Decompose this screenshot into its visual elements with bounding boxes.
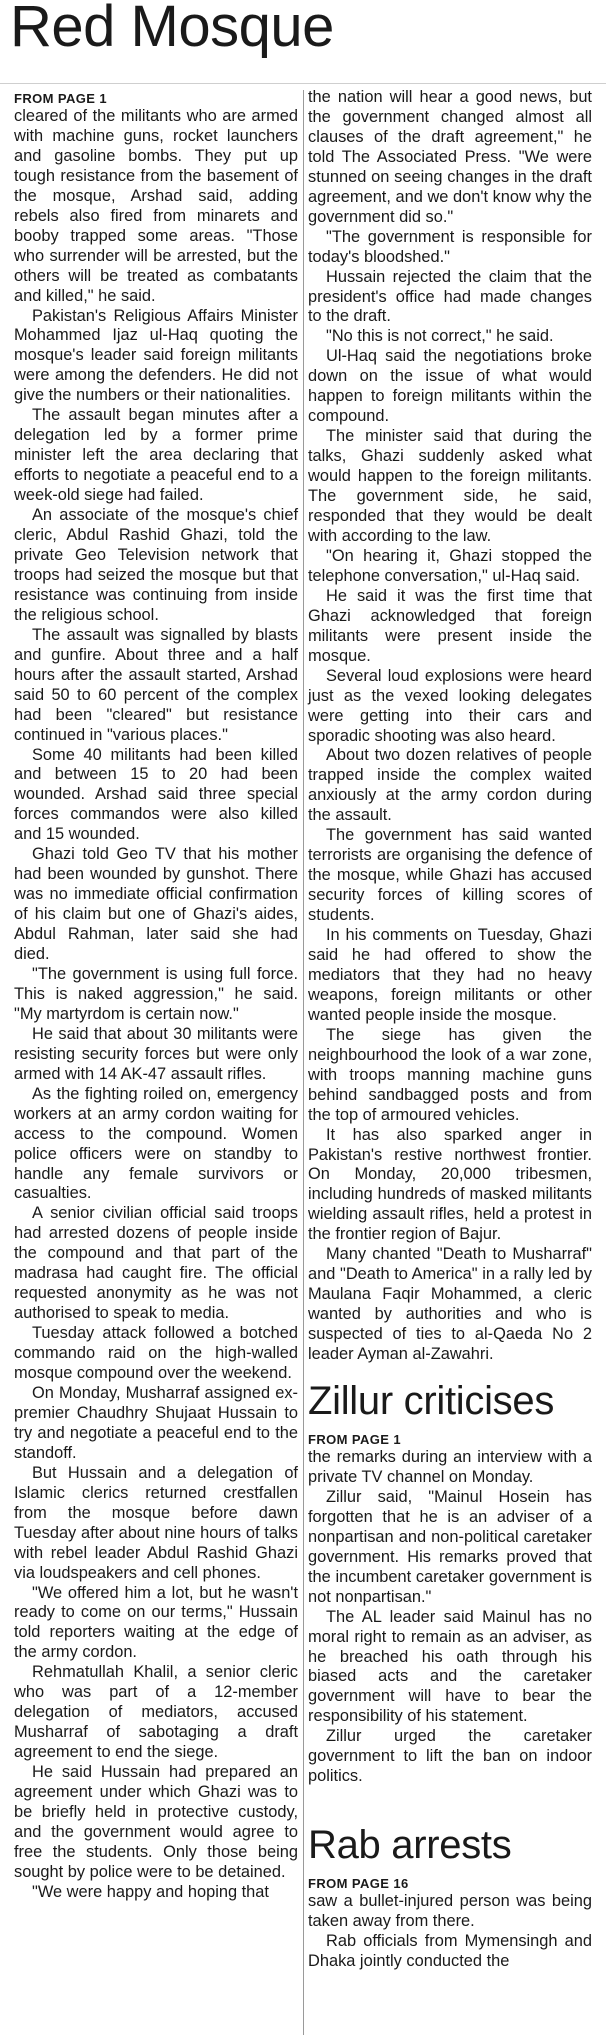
- main-story-right-body: [308, 88, 592, 1365]
- paragraph: "We were happy and hoping that: [32, 1882, 269, 1901]
- left-column: [14, 90, 298, 1903]
- column-divider: [303, 90, 304, 2035]
- paragraph: Tuesday attack followed a botched commando raid on the high-walled mosque compound over the weekend.: [14, 1324, 298, 1383]
- paragraph: About two dozen relatives of people trapped inside the complex waited anxiously at the army cordon during the assault.: [308, 746, 592, 825]
- paragraph: As the fighting roiled on, emergency workers at an army cordon waiting for access to the compound. Women police officers were on standby to handle any female survivors or casualties.: [14, 1084, 298, 1203]
- zillur-story-body: [308, 1448, 592, 1787]
- paragraph: Several loud explosions were heard just as the vexed looking delegates were getting into their cars and sporadic shooting was also heard.: [308, 666, 592, 745]
- main-story-left-body: [14, 107, 298, 1903]
- right-column: [308, 88, 592, 1972]
- paragraph: Pakistan's Religious Affairs Minister Mohammed Ijaz ul-Haq quoting the mosque's leader said foreign militants were among the defenders. He did not give the numbers or their nationalities.: [14, 306, 298, 405]
- paragraph: Many chanted "Death to Musharraf" and "Death to America" in a rally led by Maulana Faqir Mohammed, a cleric wanted by authorities and who is suspected of ties to al-Qaeda No 2 leader Ayman al-Zawahri.: [308, 1245, 592, 1364]
- paragraph: Zillur said, "Mainul Hosein has forgotten that he is an adviser of a nonpartisan and non-political caretaker government. His remarks proved that the incumbent caretaker government is not nonpartisan.": [308, 1487, 592, 1606]
- paragraph: Ghazi told Geo TV that his mother had been wounded by gunshot. There was no immediate official confirmation of his claim but one of Ghazi's aides, Abdul Rahman, later said she had died.: [14, 845, 298, 964]
- main-headline: Red Mosque: [10, 0, 334, 59]
- paragraph: The assault was signalled by blasts and gunfire. About three and a half hours after the assault started, Arshad said 50 to 60 percent of the complex had been "cleared" but resistance continued in "various places.": [14, 625, 298, 744]
- paragraph: The minister said that during the talks, Ghazi suddenly asked what would happen to the foreign militants. The government side, he said, responded that they would be dealt with according to the law.: [308, 427, 592, 545]
- paragraph: "We offered him a lot, but he wasn't ready to come on our terms," Hussain told reporters waiting at the edge of the army cordon.: [14, 1583, 298, 1662]
- header-rule: [0, 83, 606, 84]
- paragraph: The assault began minutes after a delegation led by a former prime minister left the area declaring that efforts to negotiate a peaceful end to a week-old siege had failed.: [14, 406, 298, 505]
- paragraph: Some 40 militants had been killed and between 15 to 20 had been wounded. Arshad said three special forces commandos were also killed and 15 wounded.: [14, 745, 298, 844]
- paragraph: He said it was the first time that Ghazi acknowledged that foreign militants were present inside the mosque.: [308, 586, 592, 665]
- paragraph: He said Hussain had prepared an agreement under which Ghazi was to be briefly held in protective custody, and the government would agree to free the students. Only those being sought by police were to be detained.: [14, 1763, 298, 1881]
- paragraph: It has also sparked anger in Pakistan's restive northwest frontier. On Monday, 20,000 tribesmen, including hundreds of masked militants wielding assault rifles, held a protest in the frontier region of Bajur.: [308, 1125, 592, 1244]
- paragraph: He said that about 30 militants were resisting security forces but were only armed with 14 AK-47 assault rifles.: [14, 1024, 298, 1083]
- paragraph: the remarks during an interview with a private TV channel on Monday.: [308, 1448, 592, 1486]
- paragraph: A senior civilian official said troops had arrested dozens of people inside the compound and that part of the madrasa had caught fire. The official requested anonymity as he was not authorised to speak to media.: [14, 1204, 298, 1323]
- paragraph: But Hussain and a delegation of Islamic clerics returned crestfallen from the mosque before dawn Tuesday after about nine hours of talks with rebel leader Abdul Rashid Ghazi via loudspeakers and cell phones.: [14, 1463, 298, 1582]
- paragraph: In his comments on Tuesday, Ghazi said he had offered to show the mediators that they had no heavy weapons, foreign militants or other wanted people inside the mosque.: [308, 926, 592, 1024]
- paragraph: Zillur urged the caretaker government to lift the ban on indoor politics.: [308, 1727, 592, 1786]
- paragraph: Rehmatullah Khalil, a senior cleric who was part of a 12-member delegation of mediators, accused Musharraf of sabotaging a draft agreement to end the siege.: [14, 1663, 298, 1762]
- rab-headline: Rab arrests: [308, 1823, 512, 1868]
- rab-from-page-label: FROM PAGE 16: [308, 1876, 409, 1892]
- paragraph: "The government is using full force. This is naked aggression," he said. "My martyrdom is certain now.": [14, 964, 298, 1023]
- paragraph: An associate of the mosque's chief cleric, Abdul Rashid Ghazi, told the private Geo Television network that troops had seized the mosque but that resistance was continuing from inside the religious school.: [14, 506, 298, 624]
- paragraph: On Monday, Musharraf assigned ex-premier Chaudhry Shujaat Hussain to try and negotiate a peaceful end to the standoff.: [14, 1384, 298, 1462]
- zillur-headline: Zillur criticises: [308, 1379, 555, 1423]
- paragraph: saw a bullet-injured person was being taken away from there.: [308, 1892, 592, 1931]
- paragraph: The government has said wanted terrorists are organising the defence of the mosque, while Ghazi has accused security forces of killing scores of students.: [308, 826, 592, 925]
- paragraph: cleared of the militants who are armed with machine guns, rocket launchers and gasoline bombs. They put up tough resistance from the basement of the mosque, Arshad said, adding rebels also fired from minarets and booby trapped some areas. "Those who surrender will be arrested, but the others will be treated as combatants and killed," he said.: [14, 107, 298, 305]
- paragraph: Rab officials from Mymensingh and Dhaka jointly conducted the: [308, 1932, 592, 1971]
- paragraph: The AL leader said Mainul has no moral right to remain as an adviser, as he breached his oath through his biased acts and the caretaker government will have to bear the responsibility of his statement.: [308, 1607, 592, 1726]
- paragraph: Hussain rejected the claim that the president's office had made changes to the draft.: [308, 267, 592, 326]
- paragraph: "On hearing it, Ghazi stopped the telephone conversation," ul-Haq said.: [308, 546, 592, 585]
- paragraph: "No this is not correct," he said.: [326, 327, 554, 346]
- rab-story-body: [308, 1892, 592, 1972]
- paragraph: "The government is responsible for today's bloodshed.": [308, 227, 592, 266]
- zillur-from-page-label: FROM PAGE 1: [308, 1432, 402, 1447]
- from-page-label: FROM PAGE 1: [14, 91, 108, 106]
- paragraph: the nation will hear a good news, but the government changed almost all clauses of the draft agreement," he told The Associated Press. "We were stunned on seeing changes in the draft agreement, and we don't know why the government did so.": [308, 88, 592, 226]
- paragraph: Ul-Haq said the negotiations broke down on the issue of what would happen to foreign militants within the compound.: [308, 347, 592, 426]
- paragraph: The siege has given the neighbourhood the look of a war zone, with troops manning machine guns behind sandbagged posts and from the top of armoured vehicles.: [308, 1025, 592, 1124]
